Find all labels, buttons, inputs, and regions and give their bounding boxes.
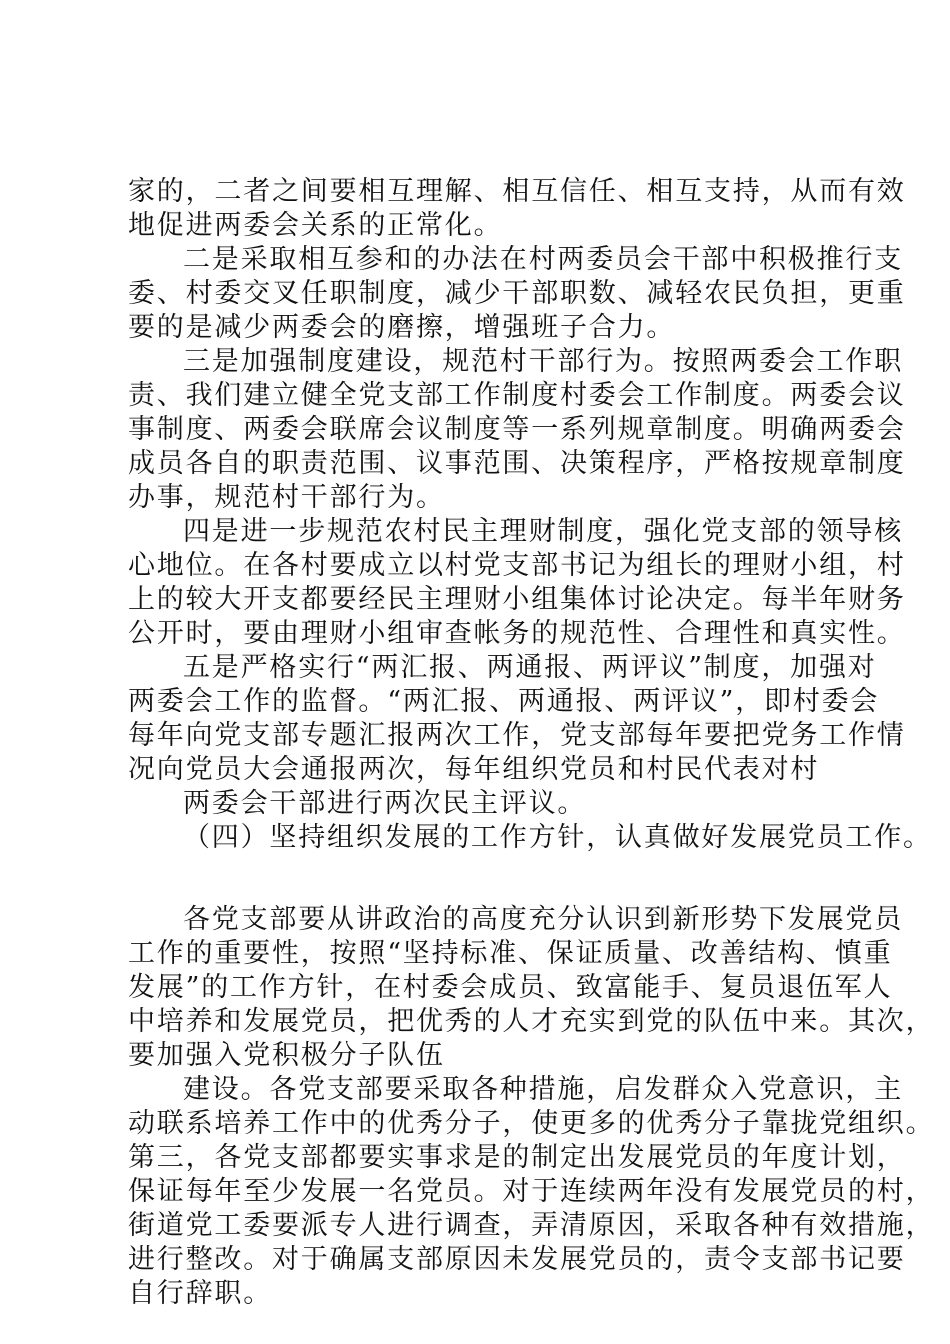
body-text-line: 公开时，要由理财小组审查帐务的规范性、合理性和真实性。 <box>128 618 906 649</box>
body-text-line: 事制度、两委会联席会议制度等一系列规章制度。明确两委会 <box>128 414 906 445</box>
body-text-line: 成员各自的职责范围、议事范围、决策程序，严格按规章制度 <box>128 448 906 479</box>
body-text-line: 建设。各党支部要采取各种措施，启发群众入党意识，主 <box>183 1074 903 1105</box>
body-text-line: 三是加强制度建设，规范村干部行为。按照两委会工作职 <box>183 346 903 377</box>
body-text-line: 要的是减少两委会的磨擦，增强班子合力。 <box>128 312 676 343</box>
body-text-line: 五是严格实行“两汇报、两通报、两评议”制度，加强对 <box>183 652 877 683</box>
body-text-line: 办事，规范村干部行为。 <box>128 482 445 513</box>
body-text-line: 况向党员大会通报两次，每年组织党员和村民代表对村 <box>128 754 820 785</box>
body-text-line: 工作的重要性，按照“坚持标准、保证质量、改善结构、慎重 <box>128 938 893 969</box>
body-text-line: 各党支部要从讲政治的高度充分认识到新形势下发展党员 <box>183 904 903 935</box>
body-text-line: 第三，各党支部都要实事求是的制定出发展党员的年度计划， <box>128 1142 906 1173</box>
body-text-line: 委、村委交叉任职制度，减少干部职数、减轻农民负担，更重 <box>128 278 906 309</box>
body-text-line: 责、我们建立健全党支部工作制度村委会工作制度。两委会议 <box>128 380 906 411</box>
body-text-line: 保证每年至少发展一名党员。对于连续两年没有发展党员的村， <box>128 1176 935 1207</box>
body-text-line: 中培养和发展党员，把优秀的人才充实到党的队伍中来。其次， <box>128 1006 935 1037</box>
body-text-line: 家的，二者之间要相互理解、相互信任、相互支持，从而有效 <box>128 176 906 207</box>
body-text-line: 二是采取相互参和的办法在村两委员会干部中积极推行支 <box>183 244 903 275</box>
body-text-line: 进行整改。对于确属支部原因未发展党员的，责令支部书记要 <box>128 1244 906 1275</box>
body-text-line: 地促进两委会关系的正常化。 <box>128 210 503 241</box>
body-text-line: 两委会干部进行两次民主评议。 <box>183 788 587 819</box>
body-text-line: 街道党工委要派专人进行调查，弄清原因，采取各种有效措施， <box>128 1210 935 1241</box>
body-text-line: 发展”的工作方针，在村委会成员、致富能手、复员退伍军人 <box>128 972 893 1003</box>
body-text-line: 要加强入党积极分子队伍 <box>128 1040 445 1071</box>
body-text-line: 上的较大开支都要经民主理财小组集体讨论决定。每半年财务 <box>128 584 906 615</box>
body-text-line: 两委会工作的监督。“两汇报、两通报、两评议”，即村委会 <box>128 686 880 717</box>
body-text-line: 心地位。在各村要成立以村党支部书记为组长的理财小组，村 <box>128 550 906 581</box>
body-text-line: 动联系培养工作中的优秀分子，使更多的优秀分子靠拢党组织。 <box>128 1108 935 1139</box>
body-text-line: 每年向党支部专题汇报两次工作，党支部每年要把党务工作情 <box>128 720 906 751</box>
body-text-line: 自行辞职。 <box>128 1278 272 1309</box>
body-text-line: 四是进一步规范农村民主理财制度，强化党支部的领导核 <box>183 516 903 547</box>
section-heading: （四）坚持组织发展的工作方针，认真做好发展党员工作。 <box>183 822 932 853</box>
